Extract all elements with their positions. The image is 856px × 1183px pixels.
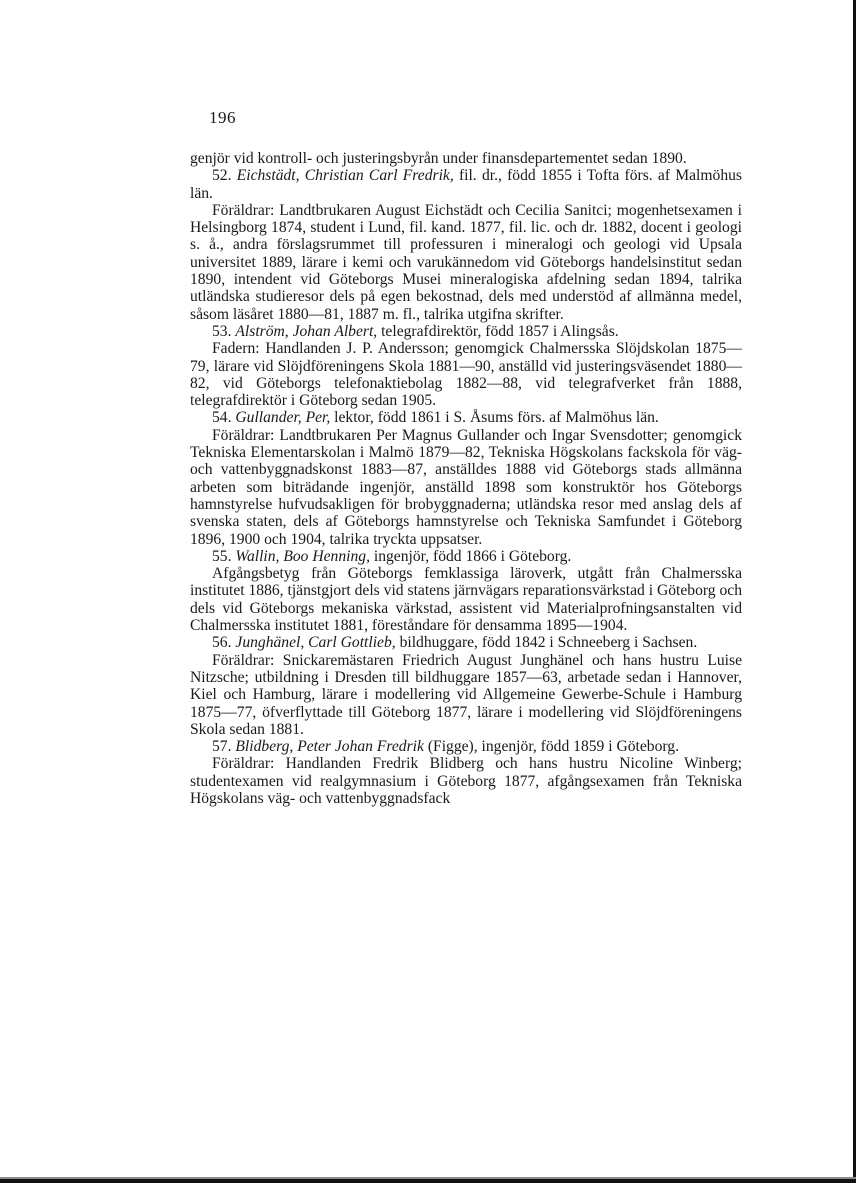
entry-name: Alström, Johan Albert, <box>235 322 378 340</box>
entry-heading-57 <box>190 738 742 755</box>
entry-body-52: Föräldrar: Landtbrukaren August Eichstädt och Cecilia Sanitci; mogenhetsexamen i Helsingborg 1874, student i Lund, fil. kand. 1877, fil. lic. och dr. 1882, docent i geologi s. å., andra förslagsrummet till professuren i mineralogi och geologi vid Upsala universitet 1889, lärare i kemi och varukännedom vid Göteborgs handelsinstitut sedan 1890, intendent vid Göteborgs Musei mineralogiska afdelning sedan 1894, talrika utländska studieresor dels på egen bekostnad, dels med understöd af allmänna medel, såsom läsåret 1880—81, 1887 m. fl., talrika utgifna skrifter. <box>190 201 742 323</box>
scan-bottom-border <box>0 1179 856 1183</box>
entry-name: Gullander, Per, <box>235 409 331 427</box>
entry-heading-54 <box>190 409 742 426</box>
entry-details: fil. dr., född 1855 i Tofta förs. af Malmöhus län. <box>190 167 742 202</box>
entry-details: lektor, född 1861 i S. Åsums förs. af Malmöhus län. <box>330 409 659 427</box>
entry-body-55: Afgångsbetyg från Göteborgs femklassiga läroverk, utgått från Chalmersska institutet 1886, tjänstgjort dels vid statens järnvägars reparationsvärkstad i Göteborg och dels vid Göteborgs mekaniska värkstad, assistent vid Materialprofningsanstalten vid Chalmersska institutet 1881, föreståndare för densamma 1895—1904. <box>190 565 742 635</box>
entry-details: ingenjör, född 1866 i Göteborg. <box>369 547 572 565</box>
entry-number: 54. <box>212 409 232 427</box>
page-number: 196 <box>209 108 236 127</box>
entry-heading-52 <box>190 167 742 202</box>
entry-number: 56. <box>212 634 232 652</box>
entry-details: bildhuggare, född 1842 i Schneeberg i Sachsen. <box>395 634 698 652</box>
page-body <box>190 150 742 807</box>
entry-heading-55 <box>190 548 742 565</box>
entry-number: 53. <box>212 322 232 340</box>
entry-name: Junghänel, Carl Gottlieb, <box>235 634 396 652</box>
continuation-paragraph: genjör vid kontroll- och justeringsbyrån under finansdepartementet sedan 1890. <box>190 150 687 167</box>
entry-details: ingenjör, född 1859 i Göteborg. <box>477 738 679 756</box>
entry-body-57: Föräldrar: Handlanden Fredrik Blidberg och hans hustru Nicoline Winberg; studentexamen vid realgymnasium i Göteborg 1877, afgångsexamen från Tekniska Högskolans väg- och vattenbyggnadsfack <box>190 755 742 807</box>
entry-name: Eichstädt, Christian Carl Fredrik, <box>236 167 454 185</box>
entry-heading-56 <box>190 634 742 651</box>
entry-name-extra: (Figge), <box>423 738 478 756</box>
entry-body-54: Föräldrar: Landtbrukaren Per Magnus Gullander och Ingar Svensdotter; genomgick Tekniska Elementarskolan i Malmö 1879—82, Tekniska Högskolans fackskola för väg- och vattenbyggnadskonst 1883—87, anställdes 1888 vid Göteborgs stads allmänna arbeten som biträdande ingenjör, anställd 1898 som konstruktör hos Göteborgs hamnstyrelse hufvudsakligen för brobyggnaderna; utländska resor med anslag dels af svenska staten, dels af Göteborgs hamnstyrelse och Tekniska Samfundet i Göteborg 1896, 1900 och 1904, talrika tryckta uppsatser. <box>190 426 742 548</box>
entry-details: telegrafdirektör, född 1857 i Alingsås. <box>377 322 619 340</box>
entry-name: Wallin, Boo Henning, <box>235 547 370 565</box>
entry-number: 57. <box>212 738 232 756</box>
entry-number: 55. <box>212 547 232 565</box>
entry-name: Blidberg, Peter Johan Fredrik <box>235 738 424 756</box>
entry-heading-53 <box>190 323 742 340</box>
entry-body-53: Fadern: Handlanden J. P. Andersson; genomgick Chalmersska Slöjdskolan 1875—79, lärare vid Slöjdföreningens Skola 1881—90, anställd vid justeringsväsendet 1880—82, vid Göteborgs telefonaktiebolag 1882—88, vid telegrafverket från 1888, telegrafdirektör i Göteborg sedan 1905. <box>190 340 742 410</box>
entry-number: 52. <box>212 167 232 185</box>
entry-body-56: Föräldrar: Snickaremästaren Friedrich August Junghänel och hans hustru Luise Nitzsche; utbildning i Dresden till bildhuggare 1857—63, arbetade sedan i Hannover, Kiel och Hamburg, lärare i modellering vid Allgemeine Gewerbe-Schule i Hamburg 1875—77, öfverflyttade till Göteborg 1877, lärare i modellering vid Slöjdföreningens Skola sedan 1881. <box>190 651 742 738</box>
